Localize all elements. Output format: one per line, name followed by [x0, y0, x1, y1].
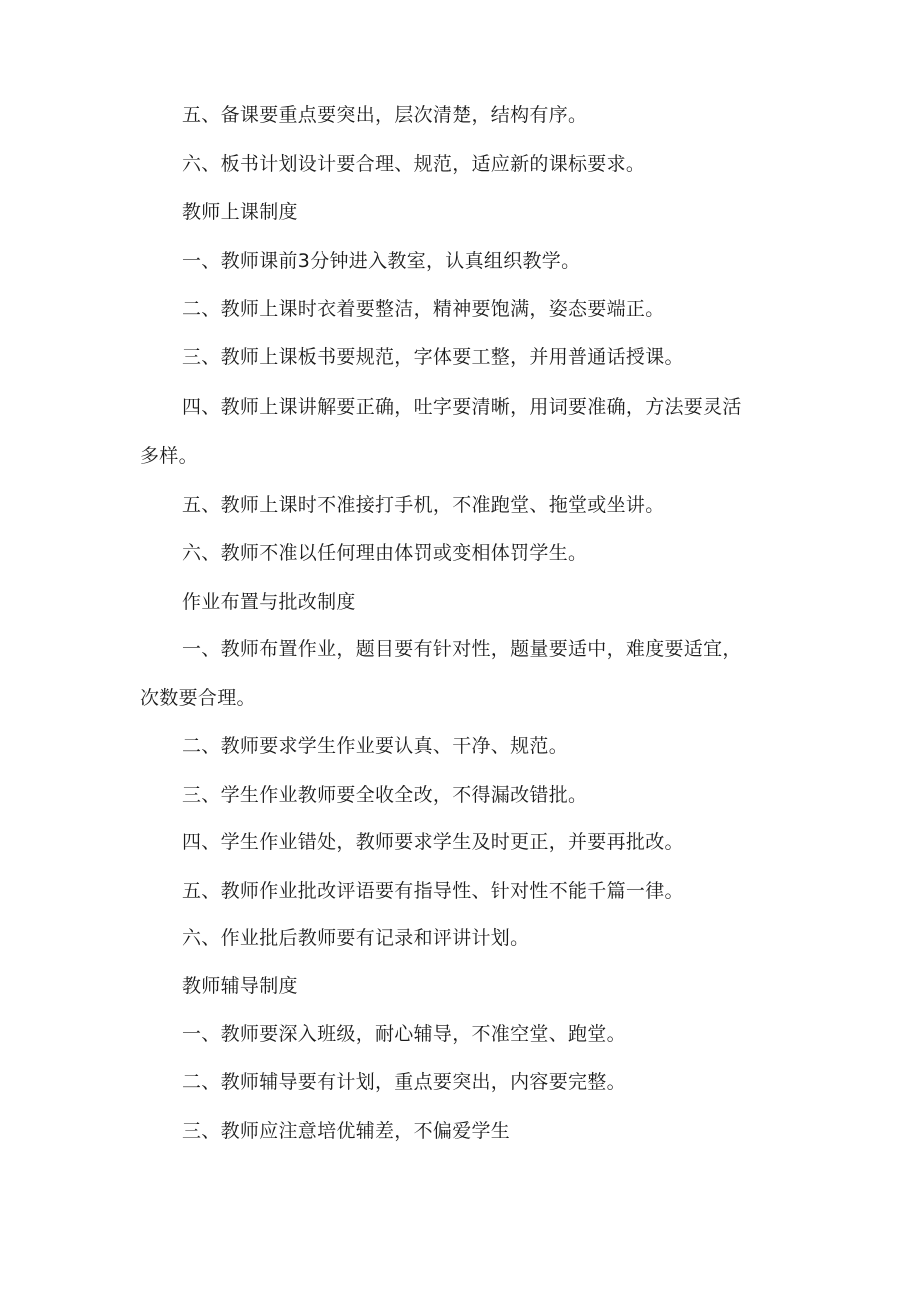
paragraph-line: 四、教师上课讲解要正确，吐字要清晰，用词要准确，方法要灵活: [182, 396, 742, 418]
paragraph-line: 五、教师作业批改评语要有指导性、针对性不能千篇一律。: [182, 880, 684, 902]
paragraph-line: 四、学生作业错处，教师要求学生及时更正，并要再批改。: [182, 831, 684, 853]
paragraph-line: 三、教师应注意培优辅差，不偏爱学生: [182, 1120, 511, 1142]
paragraph-line-continuation: 多样。: [140, 445, 198, 467]
paragraph-line: 一、教师要深入班级，耐心辅导，不准空堂、跑堂。: [182, 1023, 626, 1045]
paragraph-line: 二、教师要求学生作业要认真、干净、规范。: [182, 735, 569, 757]
paragraph-line: 三、教师上课板书要规范，字体要工整，并用普通话授课。: [182, 346, 684, 368]
paragraph-line: 六、板书计划设计要合理、规范，适应新的课标要求。: [182, 153, 646, 175]
paragraph-line: 五、教师上课时不准接打手机，不准跑堂、拖堂或坐讲。: [182, 494, 665, 516]
paragraph-line: 五、备课要重点要突出，层次清楚，结构有序。: [182, 104, 588, 126]
paragraph-line: 三、学生作业教师要全收全改，不得漏改错批。: [182, 784, 588, 806]
paragraph-line: 六、作业批后教师要有记录和评讲计划。: [182, 927, 530, 949]
paragraph-line: 六、教师不准以任何理由体罚或变相体罚学生。: [182, 542, 588, 564]
section-heading: 作业布置与批改制度: [182, 591, 356, 613]
section-heading: 教师辅导制度: [182, 975, 298, 997]
paragraph-line: 二、教师上课时衣着要整洁，精神要饱满，姿态要端正。: [182, 298, 665, 320]
paragraph-line: 一、教师布置作业，题目要有针对性，题量要适中，难度要适宜，: [182, 638, 742, 660]
paragraph-line: 二、教师辅导要有计划，重点要突出，内容要完整。: [182, 1071, 626, 1093]
paragraph-line: 一、教师课前3分钟进入教室，认真组织教学。: [182, 250, 581, 272]
paragraph-line-continuation: 次数要合理。: [140, 687, 256, 709]
section-heading: 教师上课制度: [182, 201, 298, 223]
